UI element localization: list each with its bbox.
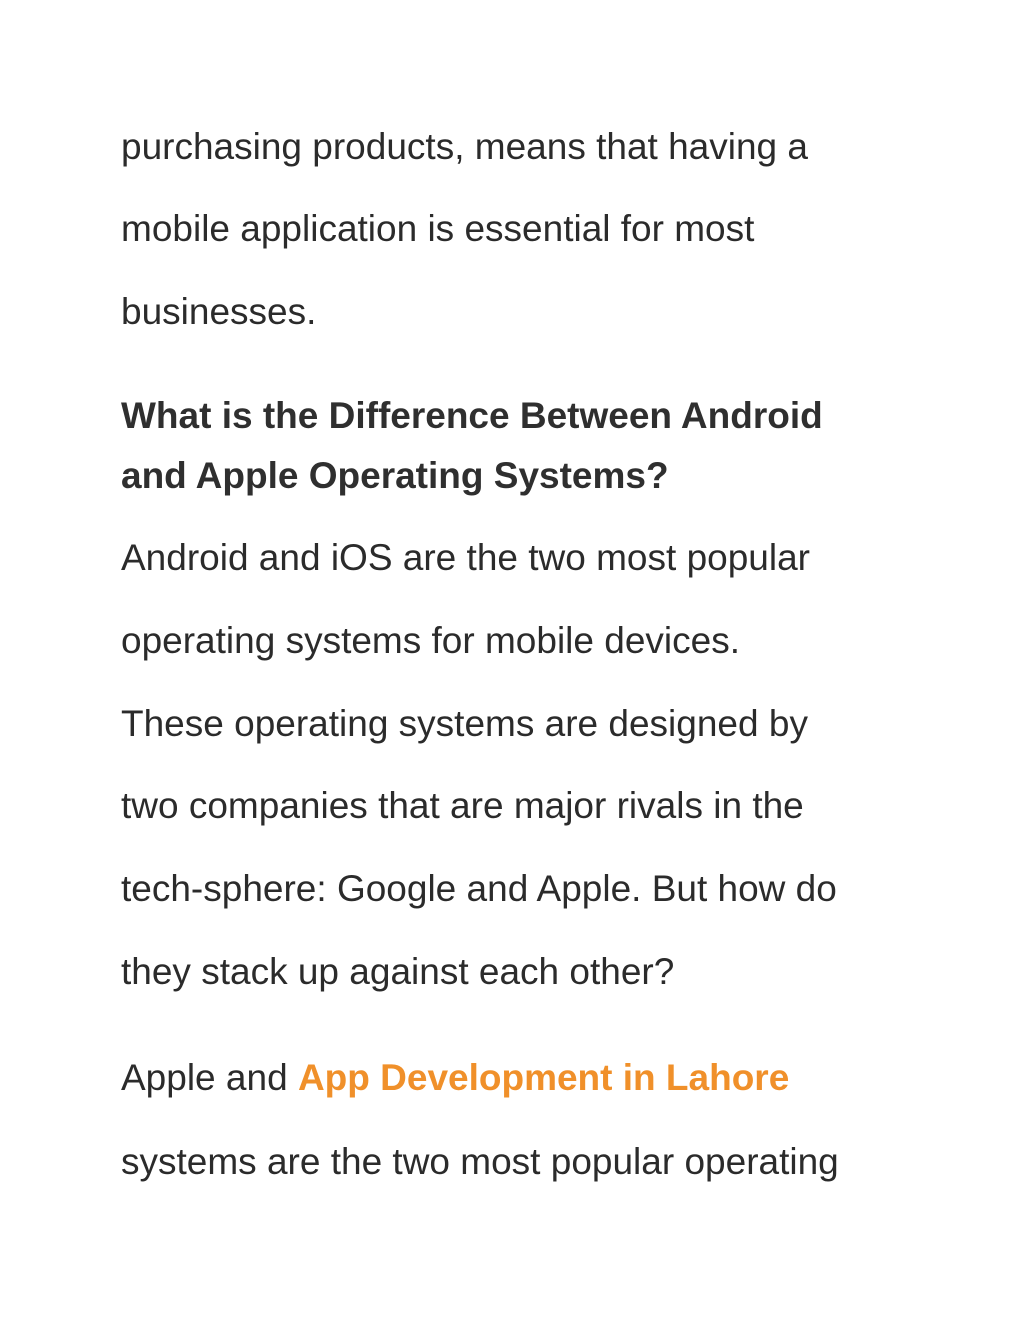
text-line	[121, 1056, 789, 1100]
text-line: they stack up against each other?	[121, 951, 675, 992]
heading-line: What is the Difference Between Android	[121, 395, 823, 436]
line-prefix: Apple and	[121, 1057, 298, 1098]
text-line: purchasing products, means that having a	[121, 126, 808, 167]
text-line: These operating systems are designed by	[121, 703, 808, 744]
text-line: mobile application is essential for most	[121, 208, 755, 249]
text-line: two companies that are major rivals in the	[121, 785, 804, 826]
text-line: tech-sphere: Google and Apple. But how do	[121, 868, 837, 909]
text-line: operating systems for mobile devices.	[121, 620, 740, 661]
heading-line: and Apple Operating Systems?	[121, 455, 669, 496]
text-line: businesses.	[121, 291, 317, 332]
app-development-link[interactable]: App Development in Lahore	[297, 1057, 790, 1098]
text-line: systems are the two most popular operating	[121, 1141, 839, 1182]
text-line: Android and iOS are the two most popular	[121, 537, 810, 578]
